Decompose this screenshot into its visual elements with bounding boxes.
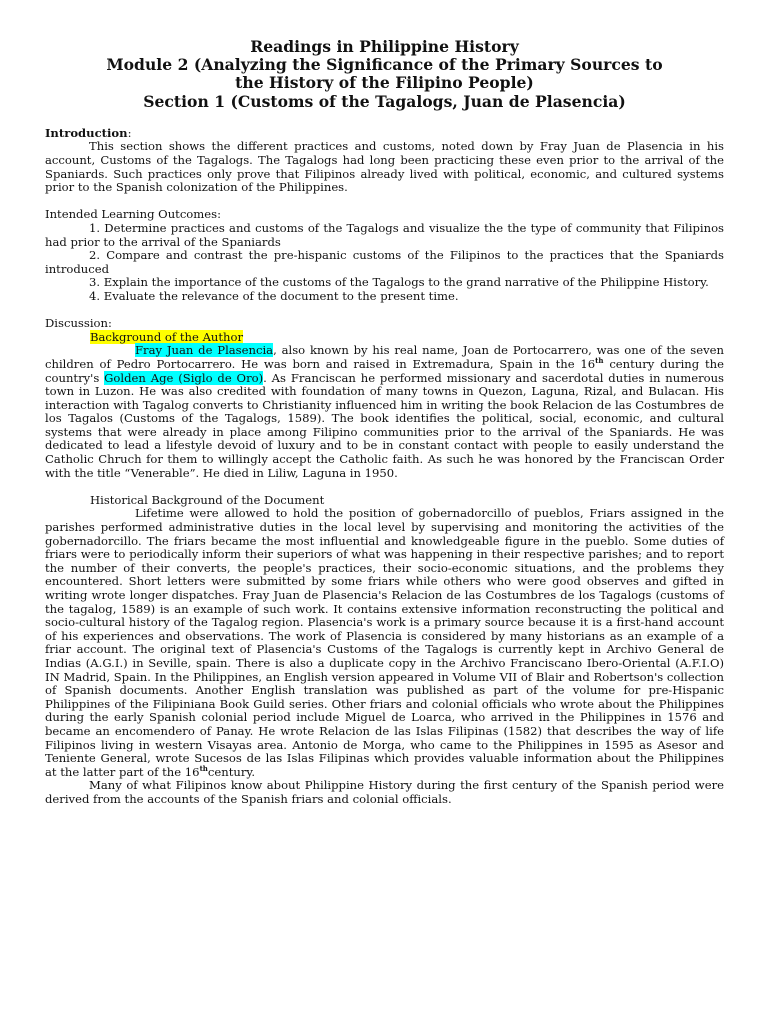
discussion-heading: Discussion:	[45, 316, 112, 331]
author-heading-line	[45, 331, 724, 345]
module-title-line-1: Module 2 (Analyzing the Significance of the Primary Sources to	[106, 55, 663, 75]
author-heading: Background of the Author	[90, 329, 244, 344]
author-text-2: century during the country's	[45, 356, 724, 385]
historical-paragraph-2: Many of what Filipinos know about Philippine History during the first century of the Spanish period were derived from the accounts of the Spanish friars and colonial officials.	[45, 778, 724, 806]
author-name-highlight: Fray Juan de Plasencia	[135, 343, 274, 358]
introduction-heading-colon: :	[127, 125, 132, 140]
outcomes-heading: Intended Learning Outcomes:	[45, 207, 222, 222]
introduction-paragraph: This section shows the different practices and customs, noted down by Fray Juan de Plasencia in his account, Customs of the Tagalogs. The Tagalogs had long been practicing these even prior to the arrival of the Spaniards. Such practices only prove that Filipinos already lived with political, economic, and cultured systems prior to the Spanish colonization of the Philippines.	[45, 139, 724, 195]
outcome-item-1: 1. Determine practices and customs of the Tagalogs and visualize the the type of community that Filipinos had prior to the arrival of the Spaniards	[45, 220, 724, 249]
outcome-item-4: 4. Evaluate the relevance of the document to the present time.	[89, 288, 459, 303]
section-title: Section 1 (Customs of the Tagalogs, Juan de Plasencia)	[143, 91, 626, 111]
author-paragraph	[45, 344, 724, 480]
outcome-item-2: 2. Compare and contrast the pre-hispanic customs of the Filipinos to the practices that the Spaniards introduced	[45, 248, 724, 276]
historical-text-1: Lifetime were allowed to hold the position of gobernadorcillo of pueblos, Friars assigned in the parishes performed administrative duties in the local level by supervising and monitoring the activities of the gobernadorcillo. The friars became the most influential and knowledgeable figure in the pueblo. Some duties of friars were to periodically inform their superiors of what was happening in their respective parishes; and to report the number of their converts, the people's practices, their socio-economic situations, and the problems they encountered. Short letters were submitted by some friars while others who were good observes and gifted in writing wrote longer dispatches. Fray Juan de Plasencia's Relacion de las Costumbres de los Tagalogs (customs of the tagalog, 1589) is an example of such work. It contains extensive information reconstructing the political and socio-cultural history of the Tagalog region. Plasencia's work is a primary source because it is a first-hand account of his experiences and observations. The work of Plasencia is considered by many historians as an example of a friar account. The original text of Plasencia's Customs of the Tagalogs is currently kept in Archivo General de Indias (A.G.I.) in Seville, spain. There is also a duplicate copy in the Archivo Franciscano Ibero-Oriental (A.F.I.O) IN Madrid, Spain. In the Philippines, an English version appeared in Volume VII of Blair and Robertson's collection of Spanish documents. Another English translation was published as part of the volume for pre-Hispanic Philippines of the Filipiniana Book Guild series. Other friars and colonial officials who wrote about the Philippines during the early Spanish colonial period include Miguel de Loarca, who arrived in the Philippines in 1576 and became an encomendero of Panay. He wrote Relacion de las Islas Filipinas (1582) that describes the way of life Filipinos living in western Visayas area. Antonio de Morga, who came to the Philippines in 1595 as Asesor and Teniente General, wrote Sucesos de las Islas Filipinas which provides valuable information about the Philippines at the latter part of the 16	[45, 506, 724, 779]
document-title-block	[45, 38, 724, 111]
golden-age-highlight: Golden Age (Siglo de Oro)	[104, 370, 264, 385]
author-superscript: th	[595, 356, 604, 366]
course-title: Readings in Philippine History	[250, 37, 519, 56]
author-text-3: . As Franciscan he performed missionary and sacerdotal duties in numerous town in Luzon. He was also credited with foundation of many towns in Quezon, Laguna, Rizal, and Bulacan. His interaction with Tagalog converts to Christianity influenced him in writing the book Relacion de las Costumbres de los Tagalos (Customs of the Tagalogs, 1589). The book identifies the political, social, economic, and cultural systems that were already in place among Filipino communities prior to the arrival of the Spaniards. He was dedicated to lead a lifestyle devoid of luxury and to be in constant contact with people to easily understand the Catholic Chruch for them to willingly accept the Catholic faith. As such he was honored by the Franciscan Order with the title “Venerable”. He died in Liliw, Laguna in 1950.	[45, 370, 725, 480]
historical-heading: Historical Background of the Document	[90, 492, 325, 507]
author-text-1: , also known by his real name, Joan de Portocarrero, was one of the seven children of Pedro Portocarrero. He was born and raised in Extremadura, Spain in the 16	[45, 343, 724, 371]
introduction-heading	[45, 127, 724, 141]
historical-paragraph-1	[45, 507, 724, 779]
module-title-line-2: the History of the Filipino People)	[235, 73, 534, 93]
document-body	[45, 127, 724, 807]
historical-text-2: century.	[207, 764, 256, 779]
historical-superscript: th	[199, 763, 208, 773]
introduction-heading-text: Introduction	[45, 125, 128, 140]
outcome-item-3: 3. Explain the importance of the customs of the Tagalogs to the grand narrative of the Philippine History.	[89, 275, 709, 290]
